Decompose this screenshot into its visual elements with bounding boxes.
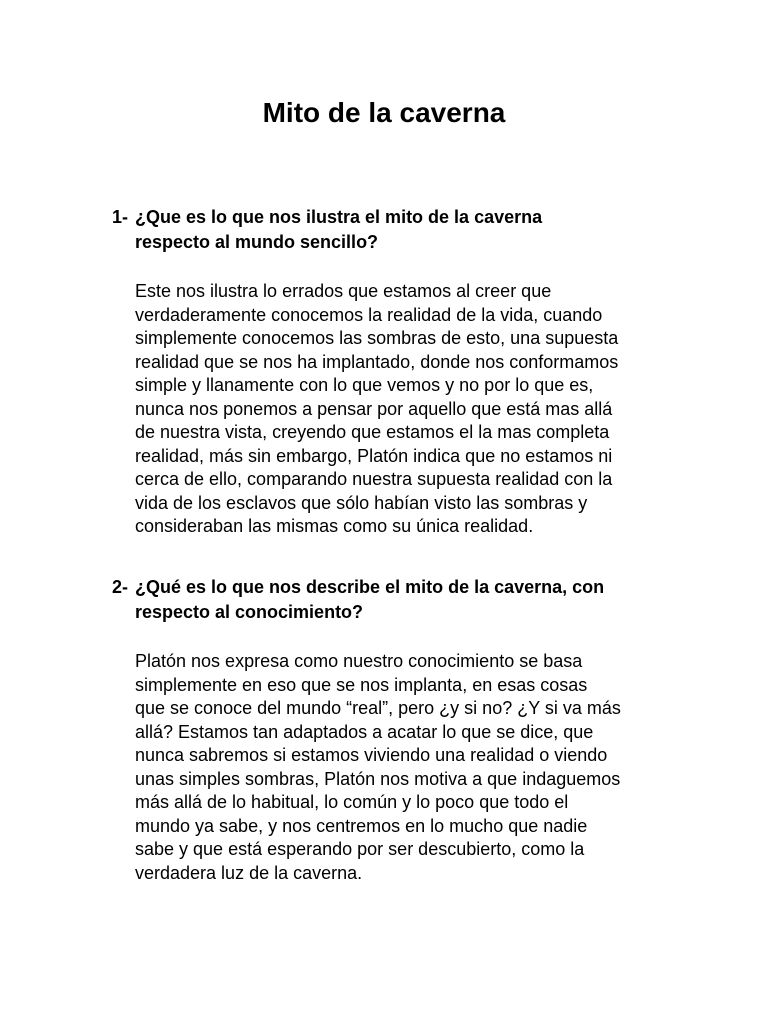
answer-line: sabe y que está esperando por ser descubierto, como la: [135, 839, 585, 859]
answer-line: que se conoce del mundo “real”, pero ¿y si no? ¿Y si va más: [135, 698, 621, 718]
answer-paragraph: [135, 650, 682, 885]
answer-line: simplemente conocemos las sombras de esto, una supuesta: [135, 328, 619, 348]
answer-line: nunca sabremos si estamos viviendo una realidad o viendo: [135, 745, 608, 765]
answer-line: mundo ya sabe, y nos centremos en lo mucho que nadie: [135, 815, 588, 836]
question-block-1: [112, 205, 682, 539]
answer-line: simplemente en eso que se nos implanta, en esas cosas: [135, 674, 588, 695]
question-number: 1-: [112, 207, 129, 227]
question-text: [135, 205, 682, 255]
answer-line: unas simples sombras, Platón nos motiva a que indaguemos: [135, 768, 621, 789]
question-number: 2-: [112, 577, 129, 597]
answer-line: realidad, más sin embargo, Platón indica que no estamos ni: [135, 445, 613, 466]
question-heading: [112, 575, 682, 625]
question-line: respecto al conocimiento?: [135, 602, 364, 622]
answer-line: Platón nos expresa como nuestro conocimiento se basa: [135, 651, 583, 671]
answer-line: de nuestra vista, creyendo que estamos el la mas completa: [135, 422, 610, 442]
answer-line: nunca nos ponemos a pensar por aquello que está mas allá: [135, 398, 613, 419]
answer-line: verdaderamente conocemos la realidad de la vida, cuando: [135, 304, 603, 325]
question-line: ¿Qué es lo que nos describe el mito de la caverna, con: [135, 577, 605, 597]
answer-line: consideraban las mismas como su única realidad.: [135, 516, 534, 536]
answer-line: más allá de lo habitual, lo común y lo poco que todo el: [135, 792, 569, 812]
answer-line: realidad que se nos ha implantado, donde nos conformamos: [135, 351, 619, 372]
question-line: respecto al mundo sencillo?: [135, 232, 379, 252]
answer-line: allá? Estamos tan adaptados a acatar lo que se dice, que: [135, 721, 594, 742]
answer-line: Este nos ilustra lo errados que estamos al creer que: [135, 281, 552, 301]
answer-line: verdadera luz de la caverna.: [135, 862, 363, 883]
question-heading: [112, 205, 682, 255]
answer-line: vida de los esclavos que sólo habían visto las sombras y: [135, 492, 588, 513]
answer-paragraph: [135, 280, 682, 539]
question-line: ¿Que es lo que nos ilustra el mito de la caverna: [135, 207, 543, 227]
answer-line: cerca de ello, comparando nuestra supuesta realidad con la: [135, 469, 613, 489]
question-text: [135, 575, 682, 625]
question-block-2: [112, 575, 682, 885]
document-title: Mito de la caverna: [262, 97, 506, 128]
answer-line: simple y llanamente con lo que vemos y no por lo que es,: [135, 375, 594, 395]
